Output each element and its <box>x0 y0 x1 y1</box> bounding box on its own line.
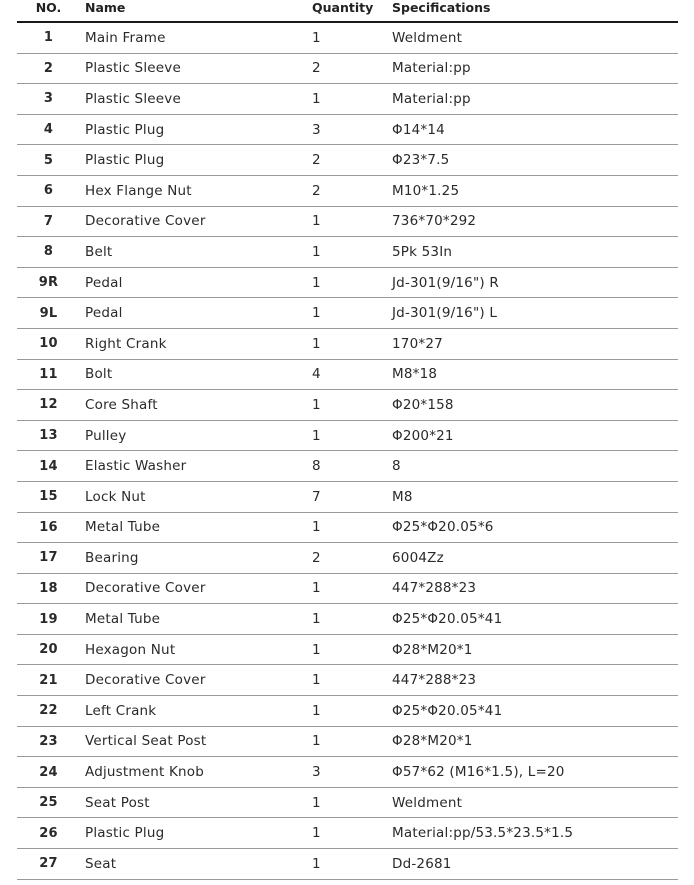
row-name: Elastic Washer <box>85 458 187 475</box>
row-specification: 8 <box>392 458 401 475</box>
row-quantity: 2 <box>312 152 321 169</box>
row-name: Bolt <box>85 366 113 383</box>
row-no: 9L <box>39 305 58 321</box>
table-row <box>17 543 678 574</box>
row-specification: Material:pp <box>392 90 471 107</box>
row-quantity: 1 <box>312 90 321 107</box>
row-specification: 447*288*23 <box>392 580 477 597</box>
row-name: Plastic Sleeve <box>85 60 181 77</box>
row-name: Main Frame <box>85 29 166 46</box>
table-row <box>17 421 678 452</box>
table-row <box>17 482 678 513</box>
row-name: Decorative Cover <box>85 580 206 597</box>
row-quantity: 1 <box>312 611 321 628</box>
row-name: Pedal <box>85 305 123 322</box>
row-quantity: 1 <box>312 305 321 322</box>
row-specification: Φ200*21 <box>392 427 454 444</box>
row-specification: 447*288*23 <box>392 672 477 689</box>
row-quantity: 8 <box>312 458 321 475</box>
row-specification: Φ28*M20*1 <box>392 641 473 658</box>
row-no: 6 <box>43 183 54 199</box>
row-specification: 5Pk 53In <box>392 243 453 260</box>
table-row <box>17 574 678 605</box>
row-no: 26 <box>39 825 58 841</box>
table-row <box>17 818 678 849</box>
row-no: 13 <box>39 428 58 444</box>
table-row <box>17 696 678 727</box>
row-no: 21 <box>39 672 58 688</box>
row-quantity: 1 <box>312 29 321 46</box>
row-name: Plastic Plug <box>85 825 165 842</box>
row-name: Metal Tube <box>85 611 161 628</box>
table-row <box>17 145 678 176</box>
row-name: Adjustment Knob <box>85 764 205 781</box>
row-no: 14 <box>39 458 58 474</box>
row-specification: 6004Zz <box>392 549 444 566</box>
header-quantity: Quantity <box>312 0 374 15</box>
row-quantity: 1 <box>312 733 321 750</box>
table-row <box>17 665 678 696</box>
row-no: 25 <box>39 795 58 811</box>
row-specification: Jd-301(9/16") L <box>392 305 498 322</box>
table-row <box>17 727 678 758</box>
row-specification: Φ23*7.5 <box>392 152 450 169</box>
row-quantity: 1 <box>312 641 321 658</box>
row-name: Vertical Seat Post <box>85 733 207 750</box>
row-specification: Φ14*14 <box>392 121 445 138</box>
row-specification: Material:pp <box>392 60 471 77</box>
row-no: 17 <box>39 550 58 566</box>
row-quantity: 1 <box>312 794 321 811</box>
table-row <box>17 635 678 666</box>
table-row <box>17 115 678 146</box>
row-quantity: 1 <box>312 825 321 842</box>
table-row <box>17 84 678 115</box>
row-name: Seat Post <box>85 794 150 811</box>
row-name: Decorative Cover <box>85 213 206 230</box>
row-no: 18 <box>39 580 58 596</box>
row-no: 15 <box>39 489 58 505</box>
row-name: Plastic Plug <box>85 121 165 138</box>
header-specifications: Specifications <box>392 0 491 15</box>
row-quantity: 2 <box>312 549 321 566</box>
row-quantity: 7 <box>312 488 321 505</box>
row-quantity: 3 <box>312 764 321 781</box>
table-header-row <box>17 0 678 23</box>
row-specification: M8 <box>392 488 413 505</box>
row-name: Pulley <box>85 427 127 444</box>
row-no: 8 <box>43 244 54 260</box>
row-quantity: 2 <box>312 60 321 77</box>
row-specification: Φ25*Φ20.05*41 <box>392 702 503 719</box>
table-row <box>17 268 678 299</box>
row-quantity: 1 <box>312 274 321 291</box>
table-row <box>17 788 678 819</box>
row-specification: M10*1.25 <box>392 182 460 199</box>
row-specification: 170*27 <box>392 335 443 352</box>
row-name: Plastic Sleeve <box>85 90 181 107</box>
row-specification: M8*18 <box>392 366 438 383</box>
row-no: 10 <box>39 336 58 352</box>
row-name: Hex Flange Nut <box>85 182 192 199</box>
row-quantity: 2 <box>312 182 321 199</box>
row-quantity: 1 <box>312 519 321 536</box>
table-row <box>17 451 678 482</box>
row-specification: Φ25*Φ20.05*6 <box>392 519 494 536</box>
header-no: NO. <box>35 0 62 15</box>
table-row <box>17 329 678 360</box>
row-no: 12 <box>39 397 58 413</box>
row-name: Core Shaft <box>85 396 158 413</box>
table-row <box>17 513 678 544</box>
row-quantity: 1 <box>312 213 321 230</box>
row-no: 16 <box>39 519 58 535</box>
row-specification: Φ25*Φ20.05*41 <box>392 611 503 628</box>
row-no: 27 <box>39 856 58 872</box>
row-name: Seat <box>85 855 117 872</box>
table-row <box>17 237 678 268</box>
row-quantity: 1 <box>312 396 321 413</box>
row-specification: Jd-301(9/16") R <box>392 274 499 291</box>
parts-list-table <box>17 0 678 880</box>
row-specification: Material:pp/53.5*23.5*1.5 <box>392 825 574 842</box>
row-quantity: 1 <box>312 855 321 872</box>
row-name: Decorative Cover <box>85 672 206 689</box>
row-quantity: 4 <box>312 366 321 383</box>
table-row <box>17 54 678 85</box>
row-no: 1 <box>43 30 54 46</box>
table-row <box>17 207 678 238</box>
row-no: 23 <box>39 733 58 749</box>
row-specification: Φ28*M20*1 <box>392 733 473 750</box>
row-no: 2 <box>43 60 54 76</box>
row-no: 24 <box>39 764 58 780</box>
row-quantity: 1 <box>312 427 321 444</box>
row-name: Metal Tube <box>85 519 161 536</box>
row-quantity: 1 <box>312 580 321 597</box>
table-row <box>17 360 678 391</box>
table-row <box>17 757 678 788</box>
table-row <box>17 849 678 880</box>
row-no: 19 <box>39 611 58 627</box>
row-quantity: 1 <box>312 702 321 719</box>
row-specification: Φ20*158 <box>392 396 454 413</box>
row-name: Pedal <box>85 274 123 291</box>
table-row <box>17 604 678 635</box>
row-name: Belt <box>85 243 113 260</box>
row-no: 22 <box>39 703 58 719</box>
row-name: Hexagon Nut <box>85 641 176 658</box>
row-no: 3 <box>43 91 54 107</box>
row-no: 11 <box>39 366 58 382</box>
row-no: 7 <box>43 213 54 229</box>
row-quantity: 1 <box>312 243 321 260</box>
table-row <box>17 176 678 207</box>
row-specification: Φ57*62 (M16*1.5), L=20 <box>392 764 565 781</box>
row-name: Plastic Plug <box>85 152 165 169</box>
row-name: Right Crank <box>85 335 167 352</box>
row-quantity: 3 <box>312 121 321 138</box>
header-name: Name <box>85 0 126 15</box>
row-quantity: 1 <box>312 672 321 689</box>
row-name: Bearing <box>85 549 139 566</box>
row-specification: 736*70*292 <box>392 213 477 230</box>
row-no: 5 <box>43 152 54 168</box>
row-quantity: 1 <box>312 335 321 352</box>
row-name: Lock Nut <box>85 488 146 505</box>
table-row <box>17 23 678 54</box>
row-specification: Weldment <box>392 794 463 811</box>
table-row <box>17 390 678 421</box>
table-row <box>17 298 678 329</box>
row-no: 4 <box>43 122 54 138</box>
row-no: 20 <box>39 642 58 658</box>
row-name: Left Crank <box>85 702 157 719</box>
table-body <box>17 23 678 880</box>
row-specification: Weldment <box>392 29 463 46</box>
row-specification: Dd-2681 <box>392 855 452 872</box>
row-no: 9R <box>38 275 59 291</box>
